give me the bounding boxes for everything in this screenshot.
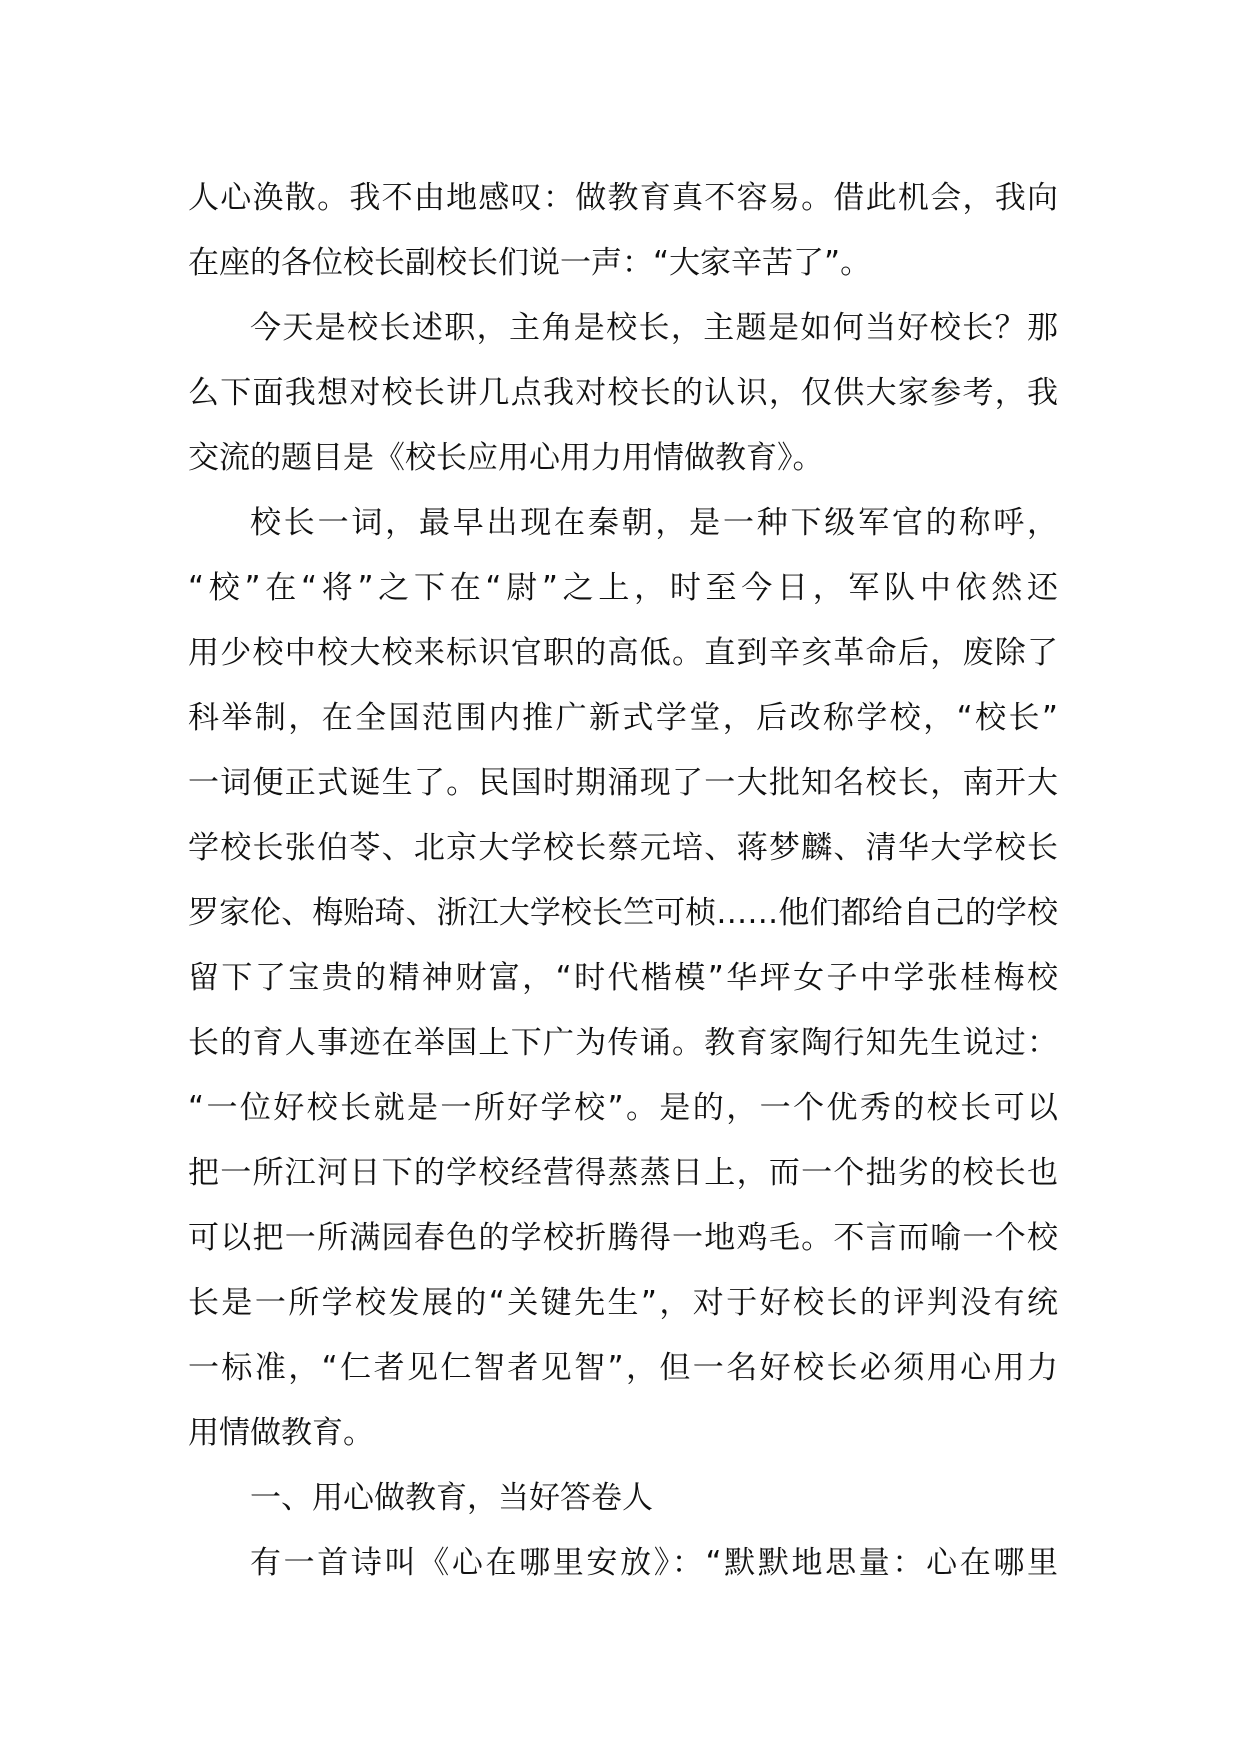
text-line: 在座的各位校长副校长们说一声：“大家辛苦了”。 — [188, 245, 872, 281]
text-line: 可以把一所满园春色的学校折腾得一地鸡毛。不言而喻一个校 — [188, 1220, 1058, 1256]
text-line: 学校长张伯苓、北京大学校长蔡元培、蒋梦麟、清华大学校长 — [188, 830, 1058, 866]
text-line: 校长一词，最早出现在秦朝，是一种下级军官的称呼， — [250, 505, 1058, 541]
text-line: 用情做教育。 — [188, 1415, 374, 1451]
text-line: 用少校中校大校来标识官职的高低。直到辛亥革命后，废除了 — [188, 635, 1058, 671]
text-line: 把一所江河日下的学校经营得蒸蒸日上，而一个拙劣的校长也 — [188, 1155, 1058, 1191]
text-line: 一词便正式诞生了。民国时期涌现了一大批知名校长，南开大 — [188, 765, 1058, 801]
text-line: 交流的题目是《校长应用心用力用情做教育》。 — [188, 440, 824, 476]
text-line: 长是一所学校发展的“关键先生”，对于好校长的评判没有统 — [188, 1285, 1058, 1321]
text-line: 留下了宝贵的精神财富，“时代楷模”华坪女子中学张桂梅校 — [188, 960, 1058, 996]
text-line: 今天是校长述职，主角是校长，主题是如何当好校长？那 — [250, 310, 1058, 346]
text-line: “一位好校长就是一所好学校”。是的，一个优秀的校长可以 — [188, 1090, 1058, 1126]
text-line: 人心涣散。我不由地感叹：做教育真不容易。借此机会，我向 — [188, 180, 1058, 216]
text-line: 长的育人事迹在举国上下广为传诵。教育家陶行知先生说过： — [188, 1025, 1058, 1061]
text-line: 有一首诗叫《心在哪里安放》：“默默地思量：心在哪里 — [250, 1545, 1058, 1581]
text-line: 么下面我想对校长讲几点我对校长的认识，仅供大家参考，我 — [188, 375, 1058, 411]
section-heading: 一、用心做教育，当好答卷人 — [250, 1480, 653, 1516]
body-text — [188, 166, 1058, 1596]
text-line: 一标准，“仁者见仁智者见智”，但一名好校长必须用心用力 — [188, 1350, 1058, 1386]
text-line: “校”在“将”之下在“尉”之上，时至今日，军队中依然还 — [188, 570, 1058, 606]
text-line: 罗家伦、梅贻琦、浙江大学校长竺可桢……他们都给自己的学校 — [188, 895, 1058, 931]
text-line: 科举制，在全国范围内推广新式学堂，后改称学校，“校长” — [188, 700, 1058, 736]
